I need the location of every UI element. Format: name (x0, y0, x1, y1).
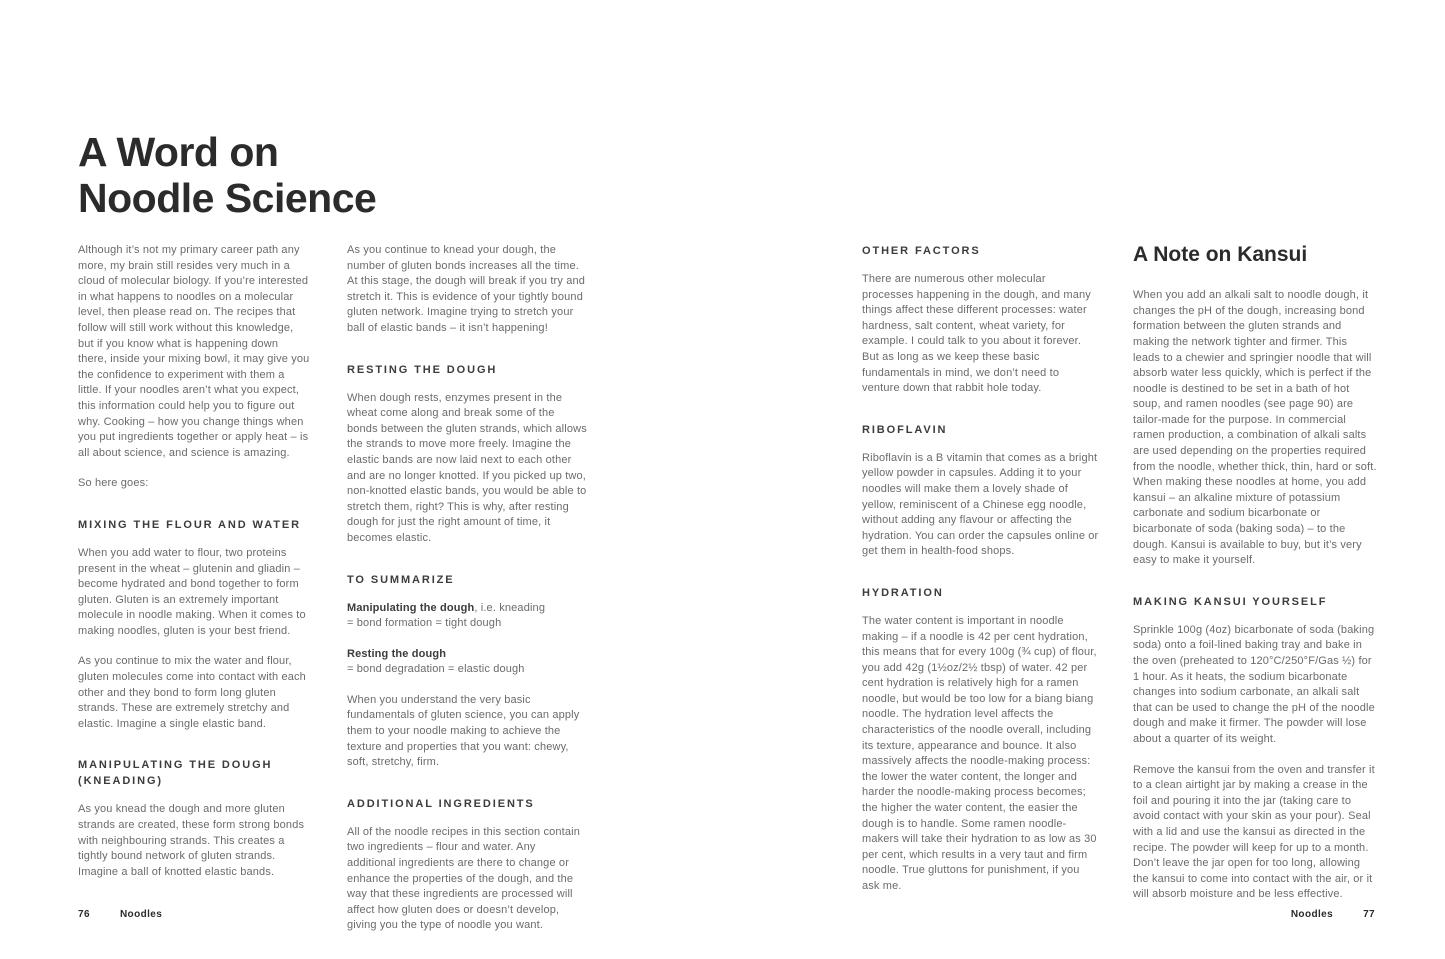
heading-manipulating-dough: MANIPULATING THE DOUGH (KNEADING) (78, 759, 273, 788)
page-title-line2: Noodle Science (78, 174, 377, 221)
right-page-number: 77 (1363, 909, 1375, 920)
heading-to-summarize: TO SUMMARIZE (347, 573, 455, 586)
heading-mixing-flour-water: MIXING THE FLOUR AND WATER (78, 518, 301, 531)
summary-item-resting-result: = bond degradation = elastic dough (347, 663, 525, 676)
heading-hydration: HYDRATION (862, 586, 944, 599)
right-page-column-2 (1133, 243, 1377, 918)
heading-riboflavin: RIBOFLAVIN (862, 423, 948, 436)
making-kansui-paragraph-2: Remove the kansui from the oven and transfer it to a clean airtight jar by making a crease in the foil and pouring it into the jar (taking care to avoid contact with your skin as your pour). Seal with a lid and use the kansui as directed in the recipe. The powder will keep for up to a month. Don’t leave the jar open for too long, allowing the kansui to come into contact with the air, or it will absorb moisture and be less effective. (1133, 763, 1375, 901)
left-page-section-label: Noodles (119, 909, 163, 920)
so-here-goes-line: So here goes: (78, 477, 149, 490)
heading-other-factors: OTHER FACTORS (862, 245, 981, 257)
additional-ingredients-paragraph: All of the noodle recipes in this section contain two ingredients – flour and water. Any additional ingredients are there to change or enhance the properties of the dough, and the way that these ingredients are processed will affect how gluten does or doesn’t develop, giving you the type of noodle you want. (347, 825, 580, 932)
summary-item-manipulating-result: = bond formation = tight dough (347, 617, 502, 630)
summary-item-manipulating (347, 601, 587, 632)
riboflavin-paragraph: Riboflavin is a B vitamin that comes as a bright yellow powder in capsules. Adding it to your noodles will make them a lovely shade of yellow, reminiscent of a Chinese egg noodle, without adding any flavour or affecting the hydration. You can order the capsules online or get them in health-food shops. (862, 451, 1099, 558)
left-page-number: 76 (78, 909, 90, 920)
mixing-paragraph-2: As you continue to mix the water and flour, gluten molecules come into contact with each other and they bond to form long gluten strands. These are extremely stretchy and elastic. Imagine a single elastic band. (78, 655, 306, 730)
summary-item-resting-term: Resting the dough (347, 647, 447, 660)
mixing-paragraph-1: When you add water to flour, two proteins present in the wheat – glutenin and gliadin – become hydrated and bond together to form gluten. Gluten is an extremely important molecule in noodle making. When it comes to making noodles, gluten is your best friend. (78, 546, 306, 637)
right-page-section-label: Noodles (1290, 909, 1334, 920)
hydration-paragraph: The water content is important in noodle making – if a noodle is 42 per cent hydration, this means that for every 100g (¾ cup) of flour, you add 42g (1½oz/2½ tbsp) of water. 42 per cent hydration is relatively high for a ramen noodle, but would be too low for a biang biang noodle. The hydration level affects the characteristics of the noodle overall, including its texture, appearance and bounce. It also massively affects the noodle-making process: the lower the water content, the longer and harder the noodle-making process becomes; the higher the water content, the easier the dough is to handle. Some ramen noodle-makers will take their hydration to as low as 30 per cent, which results in a very taut and firm noodle. True gluttons for punishment, if you ask me. (862, 614, 1097, 892)
other-factors-paragraph: There are numerous other molecular processes happening in the dough, and many things affect these different processes: water hardness, salt content, wheat variety, for example. I could talk to you about it forever. But as long as we keep these basic fundamentals in mind, we don’t need to venture down that rabbit hole today. (862, 273, 1091, 395)
heading-resting-dough: RESTING THE DOUGH (347, 363, 498, 376)
left-page-footer (78, 909, 162, 920)
summary-item-manipulating-term: Manipulating the dough (347, 601, 475, 614)
page-title-line1: A Word on (78, 129, 279, 176)
right-page-column-1 (862, 243, 1100, 910)
kneading-paragraph-2: As you continue to knead your dough, the number of gluten bonds increases all the time. At this stage, the dough will break if you try and stretch it. This is evidence of your tightly bound gluten network. Imagine trying to stretch your ball of elastic bands – it isn’t happening! (347, 244, 586, 334)
heading-note-on-kansui: A Note on Kansui (1133, 243, 1308, 266)
summary-item-manipulating-rest: , i.e. kneading (474, 601, 546, 614)
summary-item-resting (347, 647, 587, 678)
left-page-column-1 (78, 243, 310, 895)
page-title (78, 130, 376, 220)
heading-additional-ingredients: ADDITIONAL INGREDIENTS (347, 797, 535, 810)
left-page-column-2 (347, 243, 587, 949)
intro-paragraph: Although it’s not my primary career path any more, my brain still resides very much in a cloud of molecular biology. If you’re interested in what happens to noodles on a molecular level, then please read on. The recipes that follow will still work without this knowledge, but if you know what is happening down there, inside your mixing bowl, it may give you the confidence to experiment with them a little. If your noodles aren’t what you expect, this information could help you to figure out why. Cooking – how you change things when you put ingredients together or apply heat – is all about science, and science is amazing. (78, 244, 310, 459)
summary-paragraph: When you understand the very basic fundamentals of gluten science, you can apply them to your noodle making to achieve the texture and properties that you want: chewy, soft, stretchy, firm. (347, 693, 580, 769)
kneading-paragraph-1: As you knead the dough and more gluten strands are created, these form strong bonds with neighbouring strands. This creates a tightly bound network of gluten strands. Imagine a ball of knotted elastic bands. (78, 803, 305, 878)
making-kansui-paragraph-1: Sprinkle 100g (4oz) bicarbonate of soda (baking soda) onto a foil-lined baking tray and bake in the oven (preheated to 120°C/250°F/Gas ½) for 1 hour. As it heats, the sodium bicarbonate changes into sodium carbonate, an alkali salt that can be used to change the pH of the noodle dough and make it firmer. The powder will lose about a quarter of its weight. (1133, 623, 1375, 745)
heading-making-kansui-yourself: MAKING KANSUI YOURSELF (1133, 595, 1328, 608)
kansui-paragraph: When you add an alkali salt to noodle dough, it changes the pH of the dough, increasing bond formation between the gluten strands and making the network tighter and firmer. This leads to a chewier and springier noodle that will absorb water less quickly, which is perfect if the noodle is destined to be set in a bath of hot soup, and ramen noodles (see page 90) are tailor-made for the purpose. In commercial ramen production, a combination of alkali salts are used depending on the properties required from the noodle, whether thick, thin, hard or soft. When making these noodles at home, you add kansui – an alkaline mixture of potassium carbonate and sodium bicarbonate or bicarbonate of soda (baking soda) – to the dough. Kansui is available to buy, but it’s very easy to make it yourself. (1133, 289, 1377, 567)
right-page-footer (1291, 909, 1375, 920)
resting-paragraph: When dough rests, enzymes present in the wheat come along and break some of the bonds between the gluten strands, which allows the strands to move more freely. Imagine the elastic bands are now laid next to each other and are no longer knotted. If you picked up two, non-knotted elastic bands, you would be able to stretch them, right? This is why, after resting dough for just the right amount of time, it becomes elastic. (347, 391, 587, 544)
